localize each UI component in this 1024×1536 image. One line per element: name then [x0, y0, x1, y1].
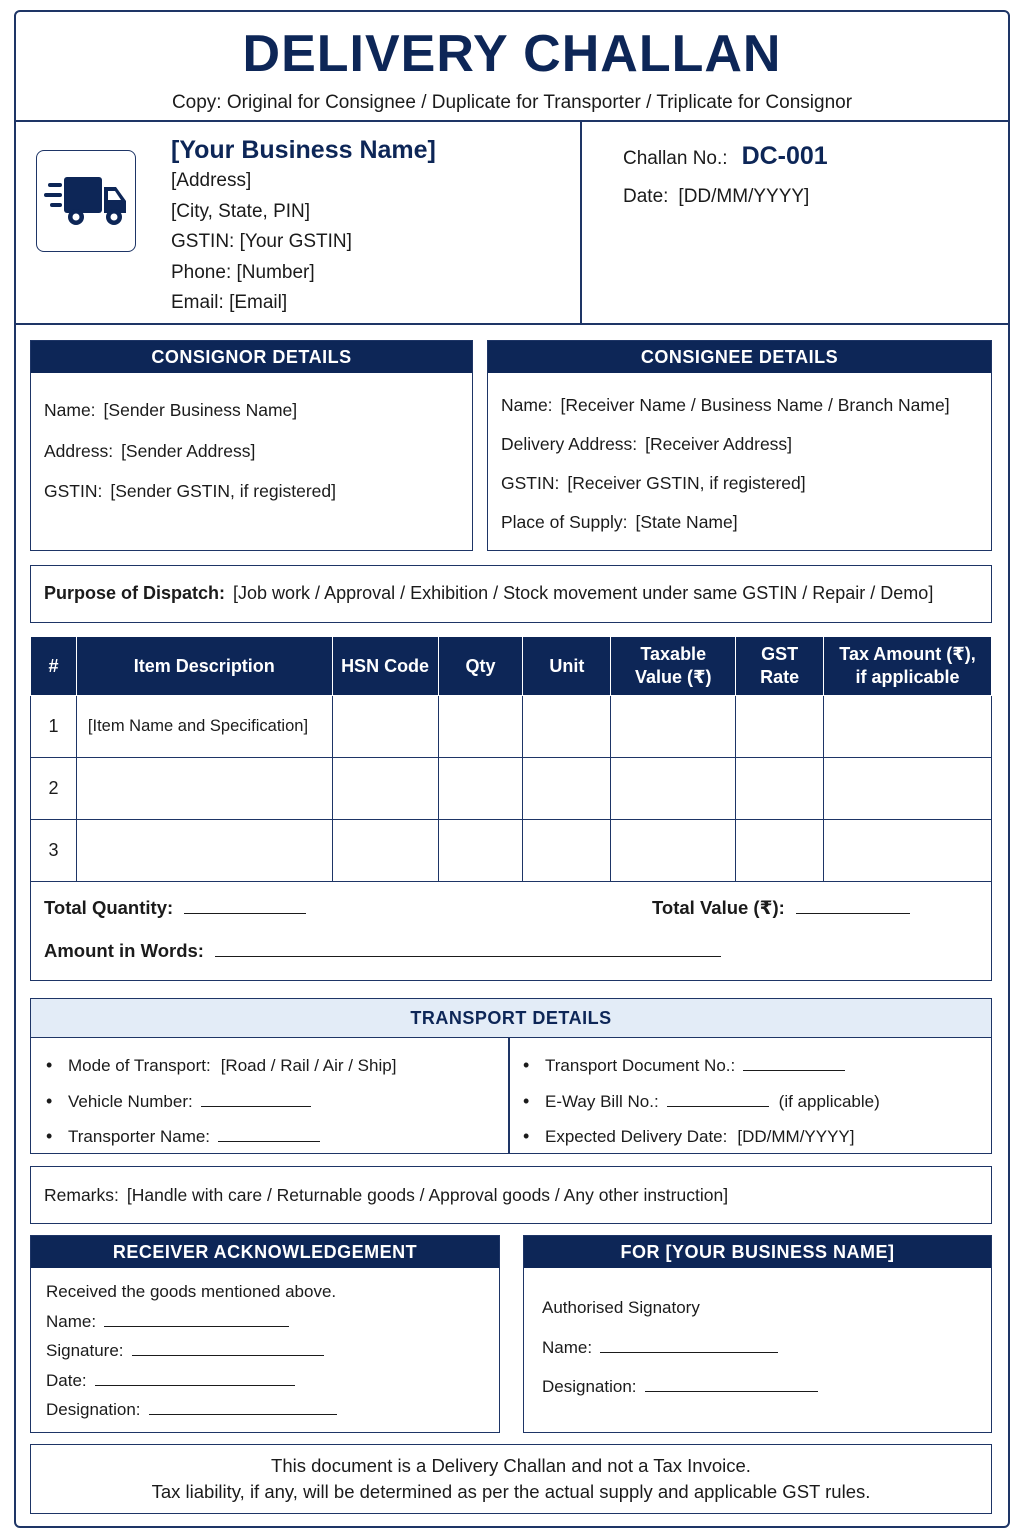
row-number: 2: [31, 758, 77, 820]
row-taxable[interactable]: [611, 820, 736, 882]
field-label: Date:: [46, 1370, 87, 1390]
purpose-value: [Job work / Approval / Exhibition / Stock movement under same GSTIN / Repair / Demo]: [233, 583, 934, 603]
vehicle-number: [46, 1084, 396, 1120]
field-value: [Receiver Address]: [645, 434, 793, 454]
ack-date: [46, 1366, 499, 1396]
total-value-line[interactable]: [796, 900, 910, 914]
gstin-value: [Your GSTIN]: [239, 231, 352, 252]
ack-signature-line[interactable]: [132, 1342, 324, 1356]
purpose-label: Purpose of Dispatch:: [44, 583, 226, 603]
header-divider: [580, 122, 582, 325]
field-value: [Receiver GSTIN, if registered]: [567, 473, 806, 493]
business-email: [171, 288, 436, 319]
table-row: [31, 758, 992, 820]
consignee-place-of-supply: [501, 503, 991, 542]
consignee-heading: CONSIGNEE DETAILS: [488, 341, 991, 373]
remarks-value: [Handle with care / Returnable goods / Approval goods / Any other instruction]: [126, 1185, 729, 1205]
ack-designation-line[interactable]: [149, 1401, 337, 1415]
footer-line-2: Tax liability, if any, will be determined as per the actual supply and applicable GST rules.: [151, 1481, 871, 1502]
field-label: Designation:: [46, 1400, 141, 1419]
row-hsn[interactable]: [332, 820, 438, 882]
business-city: [City, State, PIN]: [171, 200, 311, 222]
transport-details: [30, 998, 992, 1154]
field-label: Delivery Address:: [501, 434, 638, 454]
field-label: Name:: [542, 1337, 593, 1357]
transport-right-list: [523, 1048, 880, 1155]
field-label: Mode of Transport:: [68, 1056, 211, 1075]
field-label: E-Way Bill No.:: [545, 1091, 659, 1111]
challan-date-value: [DD/MM/YYYY]: [678, 186, 810, 207]
signatory-name-line[interactable]: [600, 1339, 778, 1353]
delivery-truck-icon: [44, 173, 128, 229]
challan-number-row: [623, 142, 828, 174]
total-qty-line[interactable]: [184, 900, 306, 914]
business-address: [Address]: [171, 170, 252, 191]
for-business-signatory: [523, 1235, 992, 1433]
row-description[interactable]: [76, 820, 332, 882]
row-taxable[interactable]: [611, 758, 736, 820]
consignee-body: [488, 373, 991, 542]
field-label: GSTIN:: [44, 481, 103, 501]
eway-bill-no: [523, 1084, 880, 1120]
for-business-heading: FOR [YOUR BUSINESS NAME]: [524, 1236, 991, 1268]
total-value-label: Total Value (₹):: [652, 897, 785, 918]
row-description[interactable]: [76, 758, 332, 820]
transporter-name: [46, 1119, 396, 1155]
signatory-name: [542, 1328, 991, 1368]
transport-left-list: [46, 1048, 396, 1155]
ack-name-line[interactable]: [104, 1313, 289, 1327]
business-logo: [36, 150, 136, 252]
row-unit[interactable]: [523, 696, 611, 758]
header-line: if applicable: [855, 667, 960, 687]
field-label: Name:: [501, 395, 553, 415]
ack-statement: Received the goods mentioned above.: [46, 1282, 337, 1301]
table-row: [31, 696, 992, 758]
field-label: Signature:: [46, 1341, 124, 1360]
col-qty: Qty: [438, 637, 523, 696]
row-unit[interactable]: [523, 758, 611, 820]
footer-disclaimer: [30, 1444, 992, 1514]
signatory-designation: [542, 1367, 991, 1407]
field-label: GSTIN:: [501, 473, 560, 493]
header-line: GST: [761, 644, 799, 664]
challan-date-label: Date:: [623, 186, 669, 207]
amount-words-line[interactable]: [215, 943, 721, 957]
field-value: [Receiver Name / Business Name / Branch Name]: [560, 395, 950, 415]
row-qty[interactable]: [438, 820, 523, 882]
row-tax[interactable]: [824, 696, 992, 758]
remarks-label: Remarks:: [44, 1185, 119, 1205]
business-gstin: [171, 227, 436, 258]
row-tax[interactable]: [824, 758, 992, 820]
field-label: Place of Supply:: [501, 512, 628, 532]
business-header: [14, 122, 1010, 325]
gstin-label: GSTIN:: [171, 231, 235, 252]
field-value: [Sender Address]: [121, 440, 256, 461]
row-taxable[interactable]: [611, 696, 736, 758]
for-business-body: [524, 1268, 991, 1407]
transport-heading: TRANSPORT DETAILS: [31, 999, 991, 1038]
consignee-address: [501, 425, 991, 464]
ack-heading: RECEIVER ACKNOWLEDGEMENT: [31, 1236, 499, 1268]
consignor-heading: CONSIGNOR DETAILS: [31, 341, 472, 373]
email-value: [Email]: [229, 292, 288, 313]
authorised-signatory: Authorised Signatory: [542, 1298, 700, 1317]
header-line: Value (₹): [634, 667, 712, 687]
row-hsn[interactable]: [332, 758, 438, 820]
purpose-of-dispatch: [30, 565, 992, 623]
eway-bill-line[interactable]: [667, 1093, 769, 1107]
ack-name: [46, 1307, 499, 1337]
phone-label: Phone:: [171, 261, 232, 283]
consignee-details: [487, 340, 992, 551]
row-tax[interactable]: [824, 820, 992, 882]
signatory-designation-line[interactable]: [645, 1378, 818, 1392]
table-header-row: [31, 637, 992, 696]
challan-no-label: Challan No.:: [623, 148, 728, 169]
field-label: Name:: [44, 400, 96, 420]
field-label: Address:: [44, 440, 114, 461]
transporter-name-line[interactable]: [218, 1128, 320, 1142]
header-line: Rate: [760, 667, 800, 687]
header-line: Taxable: [640, 644, 707, 664]
total-qty-label: Total Quantity:: [44, 897, 174, 918]
consignor-name: [44, 390, 472, 431]
ack-designation: [46, 1395, 499, 1425]
field-value: [DD/MM/YYYY]: [737, 1127, 855, 1146]
row-hsn[interactable]: [332, 696, 438, 758]
row-number: 3: [31, 820, 77, 882]
col-gst-rate: [736, 637, 824, 696]
consignor-address: [44, 431, 472, 472]
row-qty[interactable]: [438, 696, 523, 758]
business-phone: [171, 258, 436, 289]
consignee-gstin: [501, 464, 991, 503]
field-value: [State Name]: [635, 512, 738, 532]
challan-date-row: [623, 186, 828, 208]
field-value: [Sender Business Name]: [103, 400, 298, 420]
expected-delivery-date: [523, 1119, 880, 1155]
transport-document-no: [523, 1048, 880, 1084]
field-label: Transporter Name:: [68, 1127, 211, 1146]
col-taxable-value: [611, 637, 736, 696]
field-label: Name:: [46, 1311, 97, 1331]
total-quantity: [44, 897, 306, 919]
row-gst[interactable]: [736, 758, 824, 820]
ack-body: [31, 1268, 499, 1425]
title-block: [14, 10, 1010, 122]
row-description[interactable]: [Item Name and Specification]: [76, 696, 332, 758]
col-item-description: Item Description: [76, 637, 332, 696]
consignee-name: [501, 386, 991, 425]
amount-words-label: Amount in Words:: [44, 940, 204, 961]
items-table: [30, 636, 992, 882]
col-number: #: [31, 637, 77, 696]
row-number: 1: [31, 696, 77, 758]
field-label: Designation:: [542, 1377, 637, 1396]
remarks-section: [30, 1166, 992, 1224]
total-value: [652, 897, 910, 919]
receiver-acknowledgement: [30, 1235, 500, 1433]
mode-of-transport: [46, 1048, 396, 1084]
amount-in-words: [44, 940, 721, 962]
challan-no-value: DC-001: [741, 142, 828, 170]
vehicle-number-line[interactable]: [201, 1093, 311, 1107]
field-value: [Sender GSTIN, if registered]: [110, 481, 336, 501]
footer-line-1: This document is a Delivery Challan and not a Tax Invoice.: [271, 1455, 751, 1476]
transport-divider: [508, 1038, 510, 1153]
row-gst[interactable]: [736, 820, 824, 882]
ack-date-line[interactable]: [95, 1372, 295, 1386]
header-line: Tax Amount (₹),: [839, 644, 976, 664]
copy-note: Copy: Original for Consignee / Duplicate for Transporter / Triplicate for Consignor: [171, 92, 853, 113]
business-name: [Your Business Name]: [171, 136, 436, 164]
email-label: Email:: [171, 292, 224, 313]
field-value: [Road / Rail / Air / Ship]: [220, 1056, 397, 1075]
ack-signature: [46, 1336, 499, 1366]
row-gst[interactable]: [736, 696, 824, 758]
field-label: Expected Delivery Date:: [545, 1127, 728, 1146]
consignor-body: [31, 373, 472, 512]
field-label: Vehicle Number:: [68, 1091, 193, 1111]
row-qty[interactable]: [438, 758, 523, 820]
table-row: [31, 820, 992, 882]
totals-section: [30, 881, 992, 981]
challan-info: [623, 142, 828, 208]
col-hsn-code: HSN Code: [332, 637, 438, 696]
consignor-gstin: [44, 471, 472, 512]
phone-value: [Number]: [236, 261, 315, 283]
consignor-details: [30, 340, 473, 551]
field-label: Transport Document No.:: [545, 1056, 736, 1075]
row-unit[interactable]: [523, 820, 611, 882]
document-title: DELIVERY CHALLAN: [242, 25, 782, 83]
business-info: [171, 134, 436, 319]
transport-doc-line[interactable]: [743, 1057, 845, 1071]
col-tax-amount: [824, 637, 992, 696]
col-unit: Unit: [523, 637, 611, 696]
field-value: (if applicable): [778, 1091, 880, 1111]
